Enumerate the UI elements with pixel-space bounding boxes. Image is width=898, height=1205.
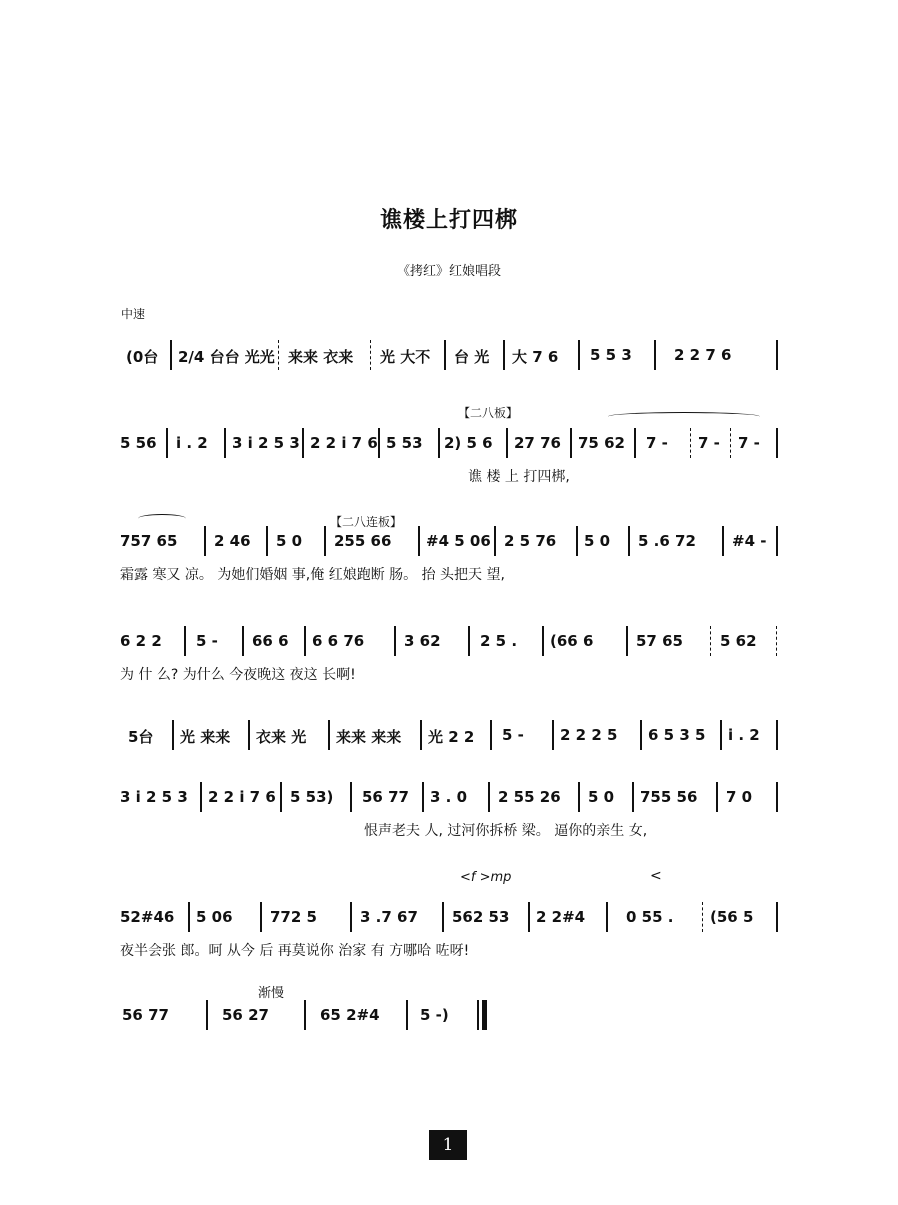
measure: 2 2 2 5: [560, 726, 618, 744]
notes-row: [118, 340, 780, 370]
measure: 2 46: [214, 532, 251, 550]
measure: 5 06: [196, 908, 233, 926]
measure: 56 27: [222, 1006, 269, 1024]
measure: (0台: [126, 348, 159, 366]
measure: 光 2 2: [428, 728, 475, 746]
notes-row: [118, 1000, 780, 1030]
measure: 5台: [128, 728, 154, 746]
section-label-erba-lian: 【二八连板】: [330, 515, 403, 529]
measure: 52#46: [120, 908, 175, 926]
notes-row: [118, 782, 780, 812]
lyrics-row: 谯 楼 上 打四梆,: [468, 469, 570, 485]
measure: 2) 5 6: [444, 434, 493, 452]
measure: 台 光: [454, 348, 490, 366]
measure: 5 -): [420, 1006, 449, 1024]
measure: 757 65: [120, 532, 178, 550]
measure: 7 -: [646, 434, 668, 452]
measure: 3 62: [404, 632, 441, 650]
measure: i . 2: [728, 726, 760, 744]
measure: 大 7 6: [512, 348, 559, 366]
measure: 2 2 i 7 6: [208, 788, 276, 806]
measure: 3 i 2 5 3: [120, 788, 188, 806]
measure: 65 2#4: [320, 1006, 380, 1024]
measure: (66 6: [550, 632, 594, 650]
notes-row: [118, 428, 780, 458]
lyrics-row: 夜半会张 郎。呵 从今 后 再莫说你 治家 有 方哪哈 咗呀!: [120, 943, 470, 959]
measure: 5 -: [502, 726, 524, 744]
measure: #4 5 06: [426, 532, 491, 550]
measure: 27 76: [514, 434, 561, 452]
tempo-change: 渐慢: [258, 986, 285, 1001]
dynamics-marking: <f >mp: [460, 870, 512, 885]
measure: 66 6: [252, 632, 289, 650]
measure: 75 62: [578, 434, 625, 452]
measure: 6 5 3 5: [648, 726, 706, 744]
measure: 光 来来: [180, 728, 231, 746]
measure: 2 2#4: [536, 908, 586, 926]
measure: 来来 来来: [336, 728, 402, 746]
page-title: 谯楼上打四梆: [379, 208, 518, 233]
notes-row: [118, 526, 780, 556]
measure: 255 66: [334, 532, 392, 550]
measure: 7 -: [738, 434, 760, 452]
measure: 5 5 3: [590, 346, 632, 364]
measure: 5 0: [276, 532, 303, 550]
measure: 2 2 7 6: [674, 346, 732, 364]
measure: 2 5 .: [480, 632, 518, 650]
measure: 5 -: [196, 632, 218, 650]
tempo-marking: 中速: [121, 307, 146, 321]
notes-row: [118, 902, 780, 932]
measure: 5 0: [588, 788, 615, 806]
lyrics-row: 为 什 么? 为什么 今夜晚这 夜这 长啊!: [120, 667, 356, 683]
lyrics-row: 恨声老夫 人, 过河你拆桥 梁。 逼你的亲生 女,: [364, 823, 648, 839]
measure: 衣来 光: [256, 728, 307, 746]
measure: 562 53: [452, 908, 510, 926]
measure: 56 77: [362, 788, 409, 806]
measure: 5 53: [386, 434, 423, 452]
measure: 光 大不: [380, 348, 431, 366]
measure: 56 77: [122, 1006, 169, 1024]
measure: 5 0: [584, 532, 611, 550]
measure: 5 56: [120, 434, 157, 452]
measure: 7 0: [726, 788, 753, 806]
measure: 5 53): [290, 788, 334, 806]
measure: 5 62: [720, 632, 757, 650]
measure: 772 5: [270, 908, 317, 926]
measure: 2/4 台台 光光: [178, 348, 275, 366]
notes-row: [118, 626, 780, 656]
measure: 57 65: [636, 632, 683, 650]
measure: 2 2 i 7 6: [310, 434, 378, 452]
lyrics-row: 霜露 寒又 凉。 为她们婚姻 事,俺 红娘跑断 肠。 抬 头把天 望,: [120, 567, 505, 583]
measure: 2 55 26: [498, 788, 561, 806]
measure: 2 5 76: [504, 532, 557, 550]
measure: 0 55 .: [626, 908, 674, 926]
measure: 3 .7 67: [360, 908, 418, 926]
measure: i . 2: [176, 434, 208, 452]
measure: 来来 衣来: [288, 348, 354, 366]
measure: #4 -: [732, 532, 767, 550]
measure: 6 2 2: [120, 632, 162, 650]
measure: (56 5: [710, 908, 754, 926]
page-subtitle: 《拷红》红娘唱段: [396, 264, 501, 279]
measure: 755 56: [640, 788, 698, 806]
page-number: 1: [429, 1130, 467, 1160]
measure: 3 . 0: [430, 788, 468, 806]
notes-row: [118, 720, 780, 750]
measure: 3 i 2 5 3: [232, 434, 300, 452]
measure: 5 .6 72: [638, 532, 696, 550]
crescendo-hairpin: <: [650, 868, 662, 884]
measure: 6 6 76: [312, 632, 365, 650]
measure: 7 -: [698, 434, 720, 452]
section-label-erba: 【二八板】: [458, 406, 519, 420]
